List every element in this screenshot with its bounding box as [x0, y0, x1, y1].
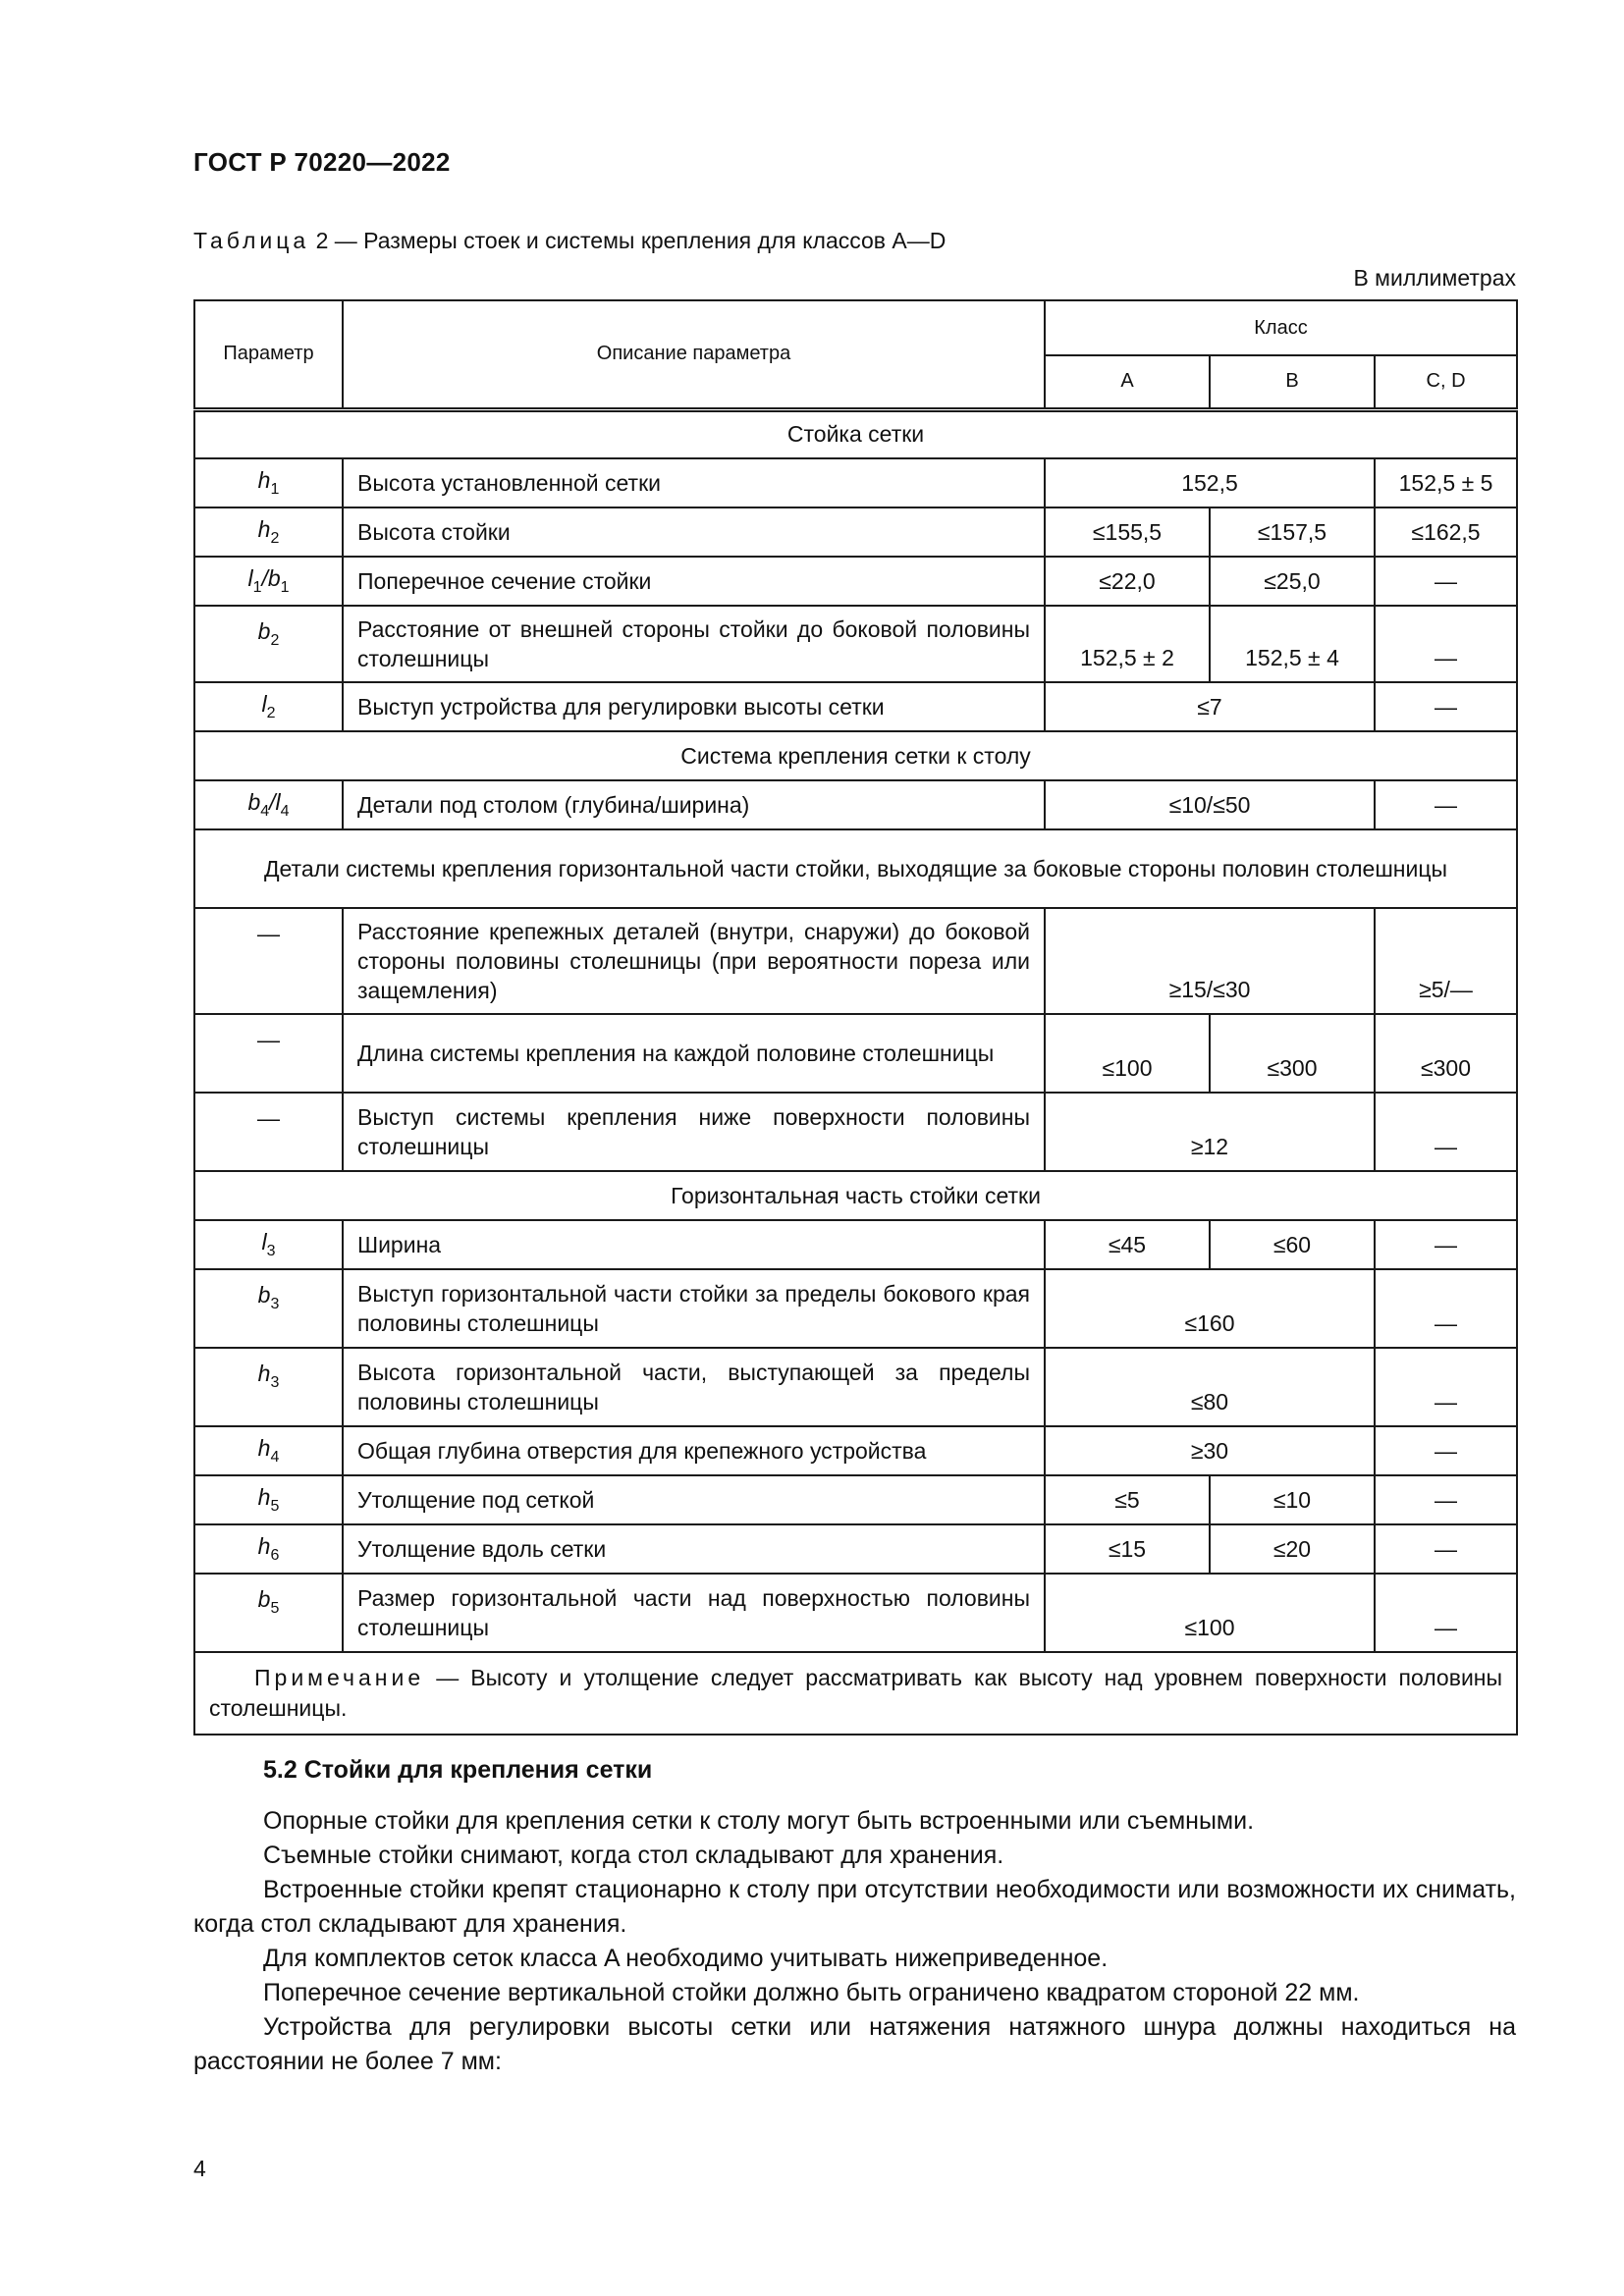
- section-row-stand: Стойка сетки: [194, 409, 1517, 458]
- paragraph: Опорные стойки для крепления сетки к столу могут быть встроенными или съемными.: [263, 1807, 1255, 1835]
- param-description: Поперечное сечение стойки: [343, 557, 1045, 606]
- paragraph: Поперечное сечение вертикальной стойки должно быть ограничено квадратом стороной 22 мм.: [263, 1979, 1360, 2006]
- param-symbol: $h_5$: [194, 1475, 343, 1524]
- table-row: [194, 908, 1517, 1014]
- table-row: [194, 1269, 1517, 1348]
- value-class-ab: ≤100: [1045, 1574, 1375, 1652]
- value-class-cd: ≥5/—: [1375, 908, 1517, 1014]
- param-description: Высота стойки: [343, 507, 1045, 557]
- table-row: [194, 458, 1517, 507]
- value-class-cd: —: [1375, 1574, 1517, 1652]
- param-description: Расстояние крепежных деталей (внутри, снаружи) до боковой стороны половины столешницы (при вероятности пореза или защемления): [343, 908, 1045, 1014]
- value-class-cd: —: [1375, 1220, 1517, 1269]
- value-class-b: ≤300: [1210, 1014, 1375, 1093]
- table-caption: [193, 228, 946, 254]
- param-symbol: —: [194, 1093, 343, 1171]
- value-class-cd: —: [1375, 1475, 1517, 1524]
- param-symbol: $h_2$: [194, 507, 343, 557]
- param-description: Ширина: [343, 1220, 1045, 1269]
- value-class-b: ≤157,5: [1210, 507, 1375, 557]
- param-description: Размер горизонтальной части над поверхностью половины столешницы: [343, 1574, 1045, 1652]
- table-row: [194, 1014, 1517, 1093]
- param-description: Высота установленной сетки: [343, 458, 1045, 507]
- note-text: — Высоту и утолщение следует рассматривать как высоту над уровнем поверхности половины столешницы.: [209, 1665, 1503, 1721]
- value-class-b: ≤25,0: [1210, 557, 1375, 606]
- param-description: Высота горизонтальной части, выступающей за пределы половины столешницы: [343, 1348, 1045, 1426]
- value-class-ab: ≤7: [1045, 682, 1375, 731]
- section-row-fastener-details: Детали системы крепления горизонтальной части стойки, выходящие за боковые стороны половин столешницы: [194, 829, 1517, 908]
- paragraph: Для комплектов сеток класса A необходимо учитывать нижеприведенное.: [263, 1945, 1109, 1972]
- value-class-a: ≤22,0: [1045, 557, 1210, 606]
- col-header-class-a: A: [1045, 355, 1210, 409]
- col-header-class: Класс: [1045, 300, 1517, 355]
- param-symbol: $b_3$: [194, 1269, 343, 1348]
- table-row: [194, 780, 1517, 829]
- param-symbol: $h_3$: [194, 1348, 343, 1426]
- paragraph: Устройства для регулировки высоты сетки или натяжения натяжного шнура должны находиться на расстоянии не более 7 мм:: [193, 2013, 1516, 2075]
- section-heading: 5.2 Стойки для крепления сетки: [263, 1756, 653, 1784]
- value-class-ab: 152,5: [1045, 458, 1375, 507]
- table-caption-text: 2 — Размеры стоек и системы крепления для классов A—D: [315, 228, 947, 253]
- param-symbol: $h_1$: [194, 458, 343, 507]
- table-row: [194, 682, 1517, 731]
- param-description: Общая глубина отверстия для крепежного устройства: [343, 1426, 1045, 1475]
- table-row: [194, 1348, 1517, 1426]
- value-class-cd: —: [1375, 606, 1517, 682]
- param-description: Расстояние от внешней стороны стойки до боковой половины столешницы: [343, 606, 1045, 682]
- value-class-cd: —: [1375, 682, 1517, 731]
- param-description: Длина системы крепления на каждой половине столешницы: [343, 1014, 1045, 1093]
- section-row-mounting: Система крепления сетки к столу: [194, 731, 1517, 780]
- param-symbol: $b_5$: [194, 1574, 343, 1652]
- value-class-b: 152,5 ± 4: [1210, 606, 1375, 682]
- value-class-ab: ≤10/≤50: [1045, 780, 1375, 829]
- value-class-b: ≤10: [1210, 1475, 1375, 1524]
- param-symbol: $l_1/b_1$: [194, 557, 343, 606]
- param-symbol: $h_6$: [194, 1524, 343, 1574]
- table-row: [194, 1220, 1517, 1269]
- col-header-class-cd: C, D: [1375, 355, 1517, 409]
- table-units: В миллиметрах: [1353, 265, 1516, 291]
- table-row: [194, 1475, 1517, 1524]
- value-class-a: ≤5: [1045, 1475, 1210, 1524]
- section-row-horizontal-part: Горизонтальная часть стойки сетки: [194, 1171, 1517, 1220]
- value-class-a: ≤45: [1045, 1220, 1210, 1269]
- page-number: 4: [193, 2156, 206, 2181]
- table-caption-label: Таблица: [193, 228, 310, 253]
- param-symbol: $l_2$: [194, 682, 343, 731]
- document-header: ГОСТ Р 70220—2022: [193, 147, 451, 177]
- param-description: Выступ горизонтальной части стойки за пределы бокового края половины столешницы: [343, 1269, 1045, 1348]
- table-row: [194, 606, 1517, 682]
- param-description: Детали под столом (глубина/ширина): [343, 780, 1045, 829]
- value-class-b: ≤60: [1210, 1220, 1375, 1269]
- value-class-cd: 152,5 ± 5: [1375, 458, 1517, 507]
- param-description: Выступ системы крепления ниже поверхности половины столешницы: [343, 1093, 1045, 1171]
- value-class-a: ≤155,5: [1045, 507, 1210, 557]
- value-class-ab: ≥15/≤30: [1045, 908, 1375, 1014]
- col-header-class-b: B: [1210, 355, 1375, 409]
- value-class-cd: —: [1375, 557, 1517, 606]
- table-row: [194, 1524, 1517, 1574]
- param-symbol: —: [194, 908, 343, 1014]
- paragraph: Съемные стойки снимают, когда стол складывают для хранения.: [263, 1842, 1004, 1869]
- value-class-ab: ≥30: [1045, 1426, 1375, 1475]
- param-description: Утолщение под сеткой: [343, 1475, 1045, 1524]
- value-class-cd: ≤300: [1375, 1014, 1517, 1093]
- param-symbol: $b_2$: [194, 606, 343, 682]
- value-class-b: ≤20: [1210, 1524, 1375, 1574]
- value-class-cd: —: [1375, 1269, 1517, 1348]
- table-row: [194, 1574, 1517, 1652]
- param-symbol: $h_4$: [194, 1426, 343, 1475]
- param-description: Утолщение вдоль сетки: [343, 1524, 1045, 1574]
- spec-table: [193, 299, 1518, 1735]
- value-class-a: 152,5 ± 2: [1045, 606, 1210, 682]
- param-description: Выступ устройства для регулировки высоты сетки: [343, 682, 1045, 731]
- paragraph: Встроенные стойки крепят стационарно к столу при отсутствии необходимости или возможности их снимать, когда стол складывают для хранения.: [193, 1876, 1516, 1938]
- table-row: [194, 507, 1517, 557]
- value-class-ab: ≤80: [1045, 1348, 1375, 1426]
- value-class-cd: —: [1375, 1426, 1517, 1475]
- value-class-ab: ≥12: [1045, 1093, 1375, 1171]
- value-class-cd: ≤162,5: [1375, 507, 1517, 557]
- value-class-cd: —: [1375, 780, 1517, 829]
- note-label: Примечание: [254, 1665, 425, 1690]
- col-header-param: Параметр: [194, 300, 343, 409]
- value-class-cd: —: [1375, 1524, 1517, 1574]
- table-row: [194, 1093, 1517, 1171]
- value-class-a: ≤100: [1045, 1014, 1210, 1093]
- value-class-ab: ≤160: [1045, 1269, 1375, 1348]
- value-class-cd: —: [1375, 1348, 1517, 1426]
- value-class-a: ≤15: [1045, 1524, 1210, 1574]
- param-symbol: $b_4/l_4$: [194, 780, 343, 829]
- param-symbol: $l_3$: [194, 1220, 343, 1269]
- table-note: [194, 1652, 1517, 1735]
- table-row: [194, 1426, 1517, 1475]
- param-symbol: —: [194, 1014, 343, 1093]
- value-class-cd: —: [1375, 1093, 1517, 1171]
- table-row: [194, 557, 1517, 606]
- col-header-desc: Описание параметра: [343, 300, 1045, 409]
